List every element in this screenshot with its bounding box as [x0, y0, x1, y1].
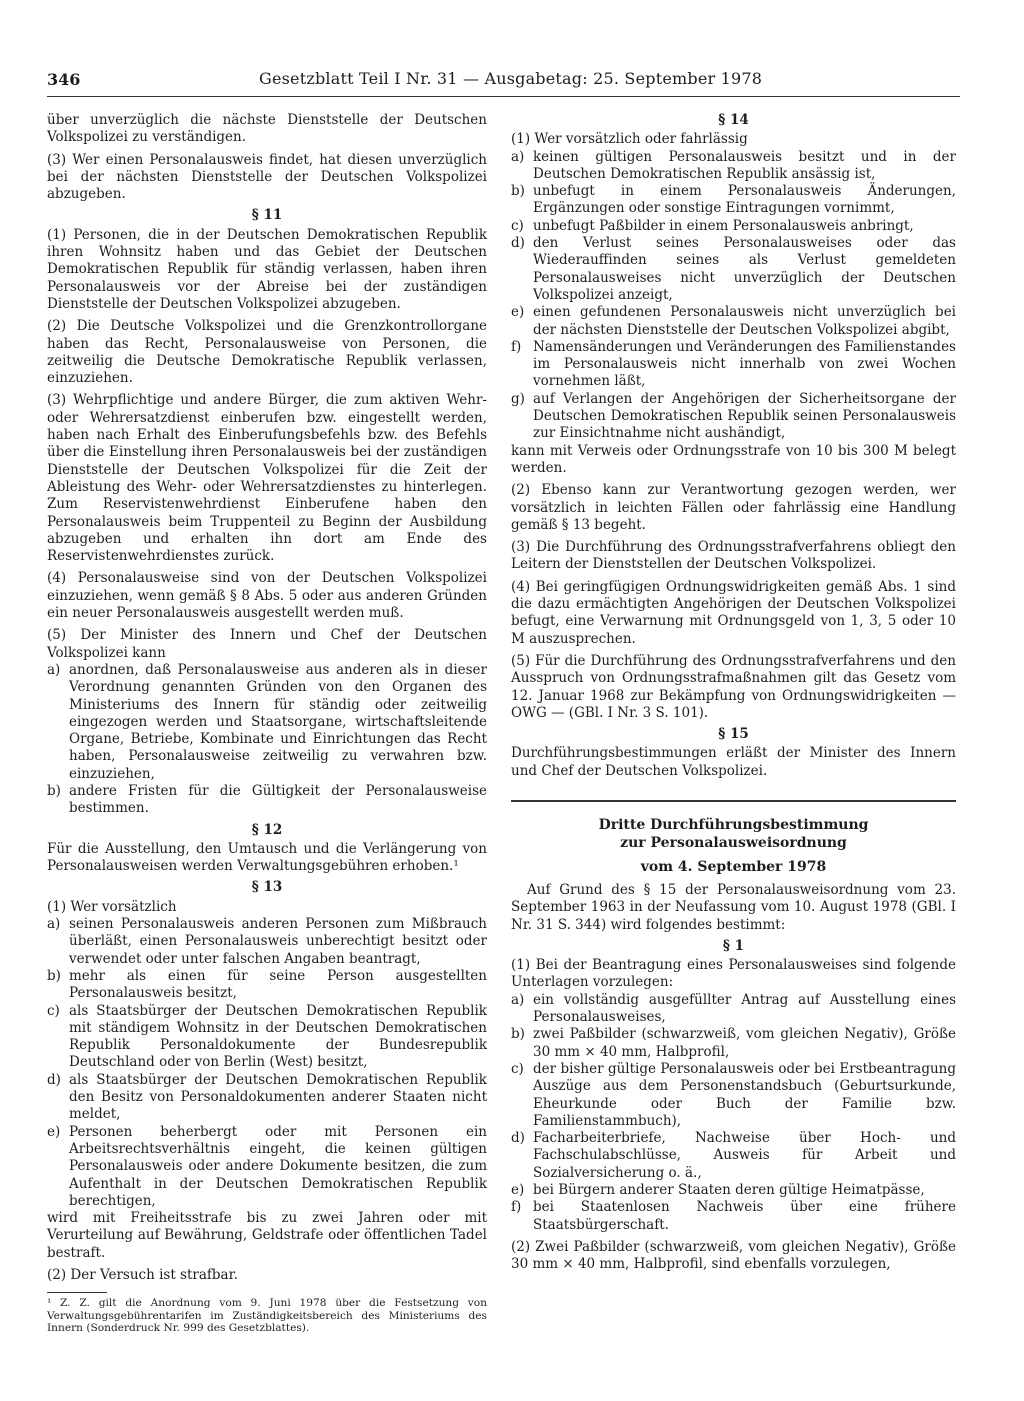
- item-text: Personen beherbergt oder mit Personen ein Arbeitsrechtsverhältnis eingeht, die keinen gültigen Personalausweis oder andere Dokumente besitzen, die zum Aufenthalt in der Deutschen Demokratischen Republik berechtigen,: [69, 1123, 487, 1209]
- item-text: einen gefundenen Personalausweis nicht unverzüglich bei der nächsten Dienststelle der Deutschen Volkspolizei abgibt,: [533, 304, 956, 338]
- item-label: b): [47, 782, 61, 799]
- section-heading: § 15: [718, 726, 749, 743]
- list-item: [47, 1124, 487, 1210]
- item-text: anordnen, daß Personalausweise aus anderen als in dieser Verordnung genannten Gründen von den Organen des Ministeriums des Innern für ständig oder zeitweilig eingezogen werden und Staatsorgane, wirtschaftsleitende Organe, Betriebe, Kombinate und Einrichtungen das Recht haben, Personalausweise zeitweilig zu verwahren bzw. einzuziehen,: [69, 661, 487, 782]
- paragraph: (3) Die Durchführung des Ordnungsstrafverfahrens obliegt den Leitern der Dienststellen der Deutschen Volkspolizei.: [511, 539, 956, 573]
- item-label: d): [511, 1130, 525, 1147]
- item-text: als Staatsbürger der Deutschen Demokratischen Republik den Besitz von Personaldokumenten anderer Staaten nicht meldet,: [69, 1071, 487, 1123]
- paragraph: kann mit Verweis oder Ordnungsstrafe von 10 bis 300 M belegt werden.: [511, 442, 956, 476]
- paragraph: (1) Bei der Beantragung eines Personalausweises sind folgende Unterlagen vorzulegen:: [511, 957, 956, 991]
- list-item: [511, 992, 956, 1027]
- section-heading: § 14: [718, 112, 749, 128]
- item-text: auf Verlangen der Angehörigen der Sicherheitsorgane der Deutschen Demokratischen Republik seinen Personalausweis zur Einsichtnahme nicht aushändigt,: [533, 390, 956, 442]
- paragraph: (3) Wehrpflichtige und andere Bürger, die zum aktiven Wehr- oder Wehrersatzdienst einberufen bzw. eingestellt werden, haben nach Erhalt des Einberufungsbefehls bzw. des Befehls über die Einstellung ihren Personalausweis bei der zuständigen Dienststelle der Deutschen Volkspolizei für die Zeit der Ableistung des Wehr- oder Wehrersatzdienstes zu hinterlegen. Zum Reservistenwehrdienst Einberufene haben den Personalausweis beim Truppenteil zu Beginn der Ausbildung abzugeben und erhalten ihn dort am Ende des Reservistenwehrdienstes zurück.: [47, 392, 487, 565]
- page-number: 346: [47, 70, 81, 89]
- item-label: c): [511, 1060, 524, 1077]
- paragraph: (2) Die Deutsche Volkspolizei und die Grenzkontrollorgane haben das Recht, Personalausweise von Personen, die zeitweilig die Deutsche Demokratische Republik verlassen, einzuziehen.: [47, 318, 487, 387]
- item-label: g): [511, 390, 525, 407]
- item-text: bei Staatenlosen Nachweis über eine frühere Staatsbürgerschaft.: [533, 1199, 956, 1233]
- page-header: [47, 60, 960, 97]
- footnote: ¹ Z. Z. gilt die Anordnung vom 9. Juni 1978 über die Festsetzung von Verwaltungsgebührentarifen im Zuständigkeitsbereich des Ministeriums des Innern (Sonderdruck Nr. 999 des Gesetzblattes).: [47, 1297, 487, 1335]
- paragraph: (4) Personalausweise sind von der Deutschen Volkspolizei einzuziehen, wenn gemäß § 8 Abs. 5 oder aus anderen Gründen ein neuer Personalausweis ausgestellt werden muß.: [47, 570, 487, 622]
- list-item: [47, 1003, 487, 1072]
- paragraph: Durchführungsbestimmungen erläßt der Minister des Innern und Chef der Deutschen Volkspolizei.: [511, 745, 956, 779]
- list-item: [511, 1130, 956, 1182]
- item-label: b): [511, 183, 525, 200]
- item-text: als Staatsbürger der Deutschen Demokratischen Republik mit ständigem Wohnsitz in der Deutschen Demokratischen Republik Personaldokumente der Bundesrepublik Deutschland oder von Berlin (West) besitzt,: [69, 1002, 487, 1071]
- item-label: c): [511, 217, 524, 234]
- paragraph: über unverzüglich die nächste Dienststelle der Deutschen Volkspolizei zu verständigen.: [47, 112, 487, 146]
- item-text: Facharbeiterbriefe, Nachweise über Hoch- und Fachschulabschlüsse, Ausweis für Arbeit und Sozialversicherung o. ä.,: [533, 1130, 956, 1181]
- paragraph: (4) Bei geringfügigen Ordnungswidrigkeiten gemäß Abs. 1 sind die dazu ermächtigten Angehörigen der Deutschen Volkspolizei befugt, eine Verwarnung mit Ordnungsgeld von 1, 3, 5 oder 10 M auszusprechen.: [511, 578, 956, 647]
- item-label: c): [47, 1002, 60, 1019]
- item-text: seinen Personalausweis anderen Personen zum Mißbrauch überläßt, einen Personalausweis unberechtigt besitzt oder verwendet oder unter falschen Angaben beantragt,: [69, 916, 487, 967]
- list-item: [511, 235, 956, 304]
- item-label: a): [47, 916, 61, 933]
- item-label: a): [511, 991, 525, 1008]
- item-text: bei Bürgern anderer Staaten deren gültige Heimatpässe,: [533, 1182, 925, 1199]
- section-heading: § 1: [722, 937, 745, 954]
- list-item: [511, 1026, 956, 1061]
- item-label: e): [511, 304, 525, 321]
- paragraph: (5) Für die Durchführung des Ordnungsstrafverfahrens und den Ausspruch von Ordnungsstrafmaßnahmen gilt das Gesetz vom 12. Januar 1968 zur Bekämpfung von Ordnungswidrigkeiten — OWG — (GBl. I Nr. 3 S. 101).: [511, 652, 956, 721]
- running-title: Gesetzblatt Teil I Nr. 31 — Ausgabetag: 25. September 1978: [259, 69, 763, 88]
- item-label: f): [511, 1199, 522, 1216]
- document-title: zur Personalausweisordnung: [620, 834, 847, 851]
- document-date: vom 4. September 1978: [640, 858, 827, 875]
- item-text: der bisher gültige Personalausweis oder bei Erstbeantragung Auszüge aus dem Personenstandsbuch (Geburtsurkunde, Eheurkunde oder Buch der Familie bzw. Familienstammbuch),: [533, 1060, 956, 1129]
- list-item: [511, 391, 956, 443]
- list-item: [47, 662, 487, 783]
- paragraph: wird mit Freiheitsstrafe bis zu zwei Jahren oder mit Verurteilung auf Bewährung, Geldstrafe oder öffentlichen Tadel bestraft.: [47, 1210, 487, 1261]
- item-text: Namensänderungen und Veränderungen des Familienstandes im Personalausweis nicht innerhalb von zwei Wochen vornehmen läßt,: [533, 338, 956, 390]
- list-item: [47, 916, 487, 968]
- section-heading: § 11: [251, 207, 283, 224]
- list-item: [511, 183, 956, 218]
- item-label: d): [511, 235, 525, 252]
- list-item: [47, 783, 487, 818]
- left-column: [47, 112, 487, 1335]
- item-text: zwei Paßbilder (schwarzweiß, vom gleichen Negativ), Größe 30 mm × 40 mm, Halbprofil,: [533, 1026, 956, 1060]
- paragraph: (1) Wer vorsätzlich oder fahrlässig: [511, 131, 748, 148]
- list-item: [511, 1061, 956, 1130]
- paragraph: (1) Wer vorsätzlich: [47, 898, 177, 915]
- section-heading: § 13: [251, 879, 283, 896]
- document-title: Dritte Durchführungsbestimmung: [598, 816, 869, 833]
- paragraph: (1) Personen, die in der Deutschen Demokratischen Republik ihren Wohnsitz haben und das Gebiet der Deutschen Demokratischen Republik für ständig verlassen, haben ihren Personalausweis vor der Abreise bei der zuständigen Dienststelle der Deutschen Volkspolizei abzugeben.: [47, 226, 487, 312]
- paragraph: (3) Wer einen Personalausweis findet, hat diesen unverzüglich bei der nächsten Dienststelle der Deutschen Volkspolizei abzugeben.: [47, 151, 487, 203]
- list-item: [511, 1199, 956, 1234]
- item-text: keinen gültigen Personalausweis besitzt und in der Deutschen Demokratischen Republik ansässig ist,: [533, 148, 956, 182]
- list-item: [511, 339, 956, 391]
- item-label: e): [47, 1123, 61, 1140]
- list-item: [511, 149, 956, 184]
- section-divider: [511, 800, 956, 802]
- item-label: f): [511, 338, 522, 355]
- list-item: [47, 1072, 487, 1124]
- right-column: [511, 112, 956, 1274]
- item-text: den Verlust seines Personalausweises oder das Wiederauffinden seines als Verlust gemeldeten Personalausweises nicht unverzüglich der Deutschen Volkspolizei anzeigt,: [533, 235, 956, 303]
- paragraph: Für die Ausstellung, den Umtausch und die Verlängerung von Personalausweisen werden Verwaltungsgebühren erhoben.¹: [47, 840, 487, 875]
- item-label: a): [511, 148, 525, 165]
- list-item: [511, 1182, 956, 1199]
- paragraph: (2) Zwei Paßbilder (schwarzweiß, vom gleichen Negativ), Größe 30 mm × 40 mm, Halbprofil, sind ebenfalls vorzulegen,: [511, 1238, 956, 1273]
- paragraph: (2) Der Versuch ist strafbar.: [47, 1267, 238, 1283]
- item-text: andere Fristen für die Gültigkeit der Personalausweise bestimmen.: [69, 782, 487, 817]
- item-label: b): [47, 967, 61, 984]
- item-text: ein vollständig ausgefüllter Antrag auf Ausstellung eines Personalausweises,: [533, 991, 956, 1026]
- paragraph: (2) Ebenso kann zur Verantwortung gezogen werden, wer vorsätzlich in leichten Fällen oder fahrlässig eine Handlung gemäß § 13 begeht.: [511, 482, 956, 533]
- item-label: d): [47, 1071, 61, 1088]
- list-item: [47, 968, 487, 1003]
- item-label: a): [47, 661, 61, 678]
- item-text: mehr als einen für seine Person ausgestellten Personalausweis besitzt,: [69, 967, 487, 1002]
- list-item: [511, 218, 956, 235]
- item-text: unbefugt Paßbilder in einem Personalausweis anbringt,: [533, 217, 914, 234]
- paragraph: Auf Grund des § 15 der Personalausweisordnung vom 23. September 1963 in der Neufassung vom 10. August 1978 (GBl. I Nr. 31 S. 344) wird folgendes bestimmt:: [511, 881, 956, 933]
- list-item: [511, 304, 956, 339]
- item-text: unbefugt in einem Personalausweis Änderungen, Ergänzungen oder sonstige Eintragungen vornimmt,: [533, 183, 956, 217]
- section-heading: § 12: [251, 821, 283, 838]
- item-label: b): [511, 1026, 525, 1043]
- paragraph: (5) Der Minister des Innern und Chef der Deutschen Volkspolizei kann: [47, 627, 487, 661]
- item-label: e): [511, 1182, 525, 1199]
- footnote-rule: [47, 1292, 107, 1293]
